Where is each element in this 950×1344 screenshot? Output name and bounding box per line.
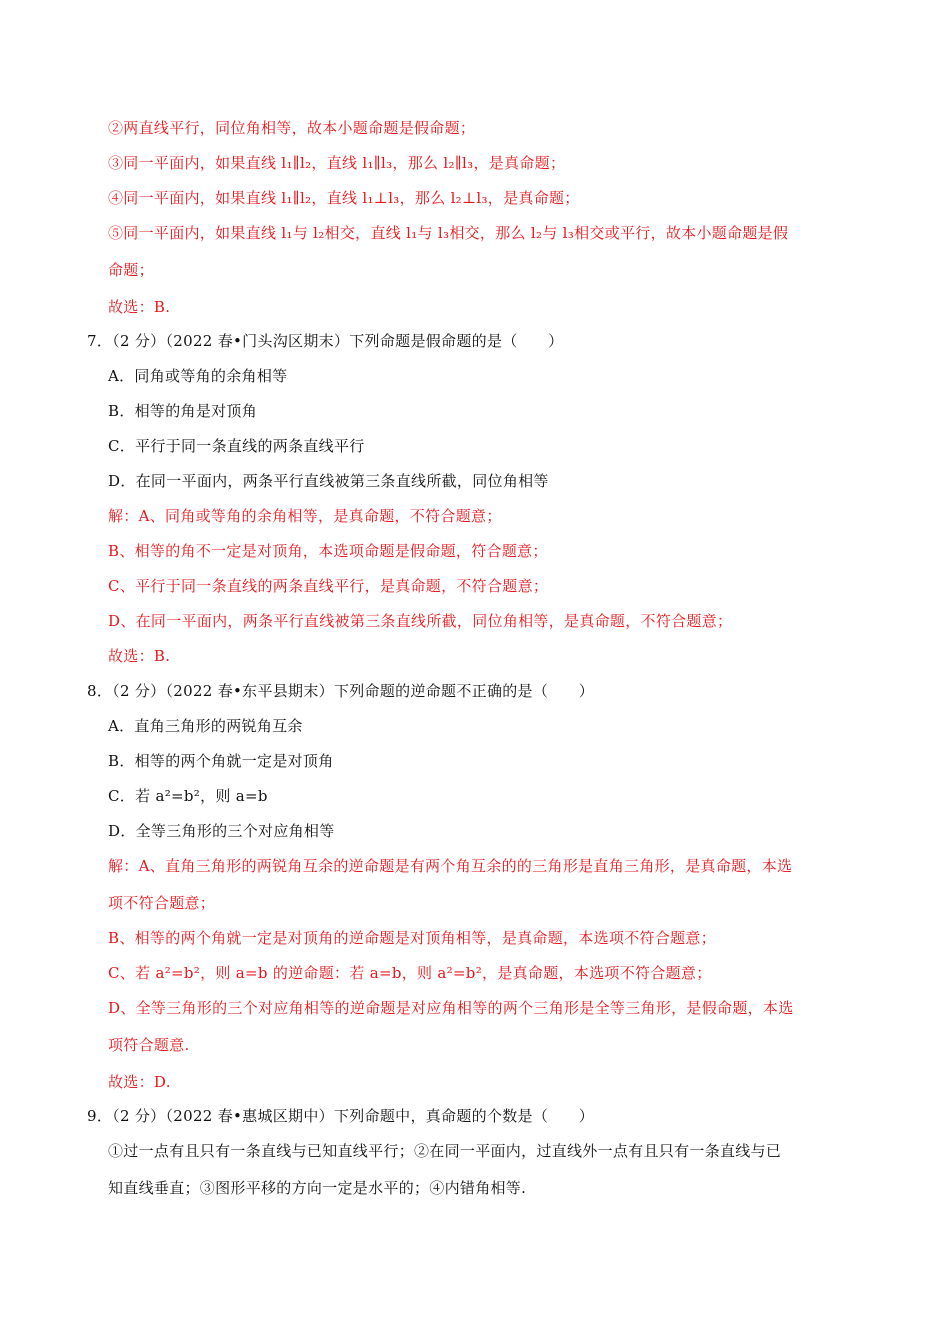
q8-solution-a-cont: 项不符合题意； (108, 894, 216, 912)
q8-solution-d: D、全等三角形的三个对应角相等的逆命题是对应角相等的两个三角形是全等三角形，是假命题，本选 (108, 999, 794, 1017)
q8-option-a: A．直角三角形的两锐角互余 (108, 717, 303, 735)
q7-solution-d: D、在同一平面内，两条平行直线被第三条直线所截，同位角相等，是真命题，不符合题意； (108, 612, 733, 630)
q6-answer-choice: 故选：B. (108, 298, 171, 316)
q8-option-c: C．若 a²=b²，则 a=b (108, 787, 268, 805)
q8-stem: 8．（2 分）（2022 春•东平县期末）下列命题的逆命题不正确的是（ ） (87, 682, 595, 700)
q7-solution-a: 解：A、同角或等角的余角相等，是真命题，不符合题意； (108, 507, 502, 525)
q7-solution-b: B、相等的角不一定是对顶角，本选项命题是假命题，符合题意； (108, 542, 548, 560)
q9-body-line-2: 知直线垂直；③图形平移的方向一定是水平的；④内错角相等. (108, 1179, 527, 1197)
q7-solution-c: C、平行于同一条直线的两条直线平行，是真命题，不符合题意； (108, 577, 549, 595)
q6-solution-item-5: ⑤同一平面内，如果直线 l₁与 l₂相交，直线 l₁与 l₃相交，那么 l₂与 l₃相交或平行，故本小题命题是假 (108, 224, 789, 242)
q6-solution-item-4: ④同一平面内，如果直线 l₁∥l₂，直线 l₁⊥l₃，那么 l₂⊥l₃，是真命题； (108, 189, 580, 207)
q8-solution-a: 解：A、直角三角形的两锐角互余的逆命题是有两个角互余的的三角形是直角三角形，是真命题，本选 (108, 857, 793, 875)
q8-solution-d-cont: 项符合题意. (108, 1036, 190, 1054)
q7-stem: 7．（2 分）（2022 春•门头沟区期末）下列命题是假命题的是（ ） (87, 332, 564, 350)
q8-answer-choice: 故选：D. (108, 1073, 171, 1091)
q6-solution-item-3: ③同一平面内，如果直线 l₁∥l₂，直线 l₁∥l₃，那么 l₂∥l₃，是真命题； (108, 154, 566, 172)
q9-body-line-1: ①过一点有且只有一条直线与已知直线平行；②在同一平面内，过直线外一点有且只有一条直线与已 (108, 1142, 782, 1160)
q7-option-b: B．相等的角是对顶角 (108, 402, 258, 420)
q6-solution-item-5-cont: 命题； (108, 261, 154, 279)
q7-option-a: A．同角或等角的余角相等 (108, 367, 288, 385)
q8-solution-b: B、相等的两个角就一定是对顶角的逆命题是对顶角相等，是真命题，本选项不符合题意； (108, 929, 717, 947)
q6-solution-item-2: ②两直线平行，同位角相等，故本小题命题是假命题； (108, 119, 476, 137)
q9-stem: 9．（2 分）（2022 春•惠城区期中）下列命题中，真命题的个数是（ ） (87, 1107, 595, 1125)
q8-option-d: D．全等三角形的三个对应角相等 (108, 822, 335, 840)
q7-answer-choice: 故选：B. (108, 647, 171, 665)
q7-option-c: C．平行于同一条直线的两条直线平行 (108, 437, 365, 455)
q8-solution-c: C、若 a²=b²，则 a=b 的逆命题：若 a=b，则 a²=b²，是真命题，本选项不符合题意； (108, 964, 712, 982)
q8-option-b: B．相等的两个角就一定是对顶角 (108, 752, 334, 770)
q7-option-d: D．在同一平面内，两条平行直线被第三条直线所截，同位角相等 (108, 472, 549, 490)
